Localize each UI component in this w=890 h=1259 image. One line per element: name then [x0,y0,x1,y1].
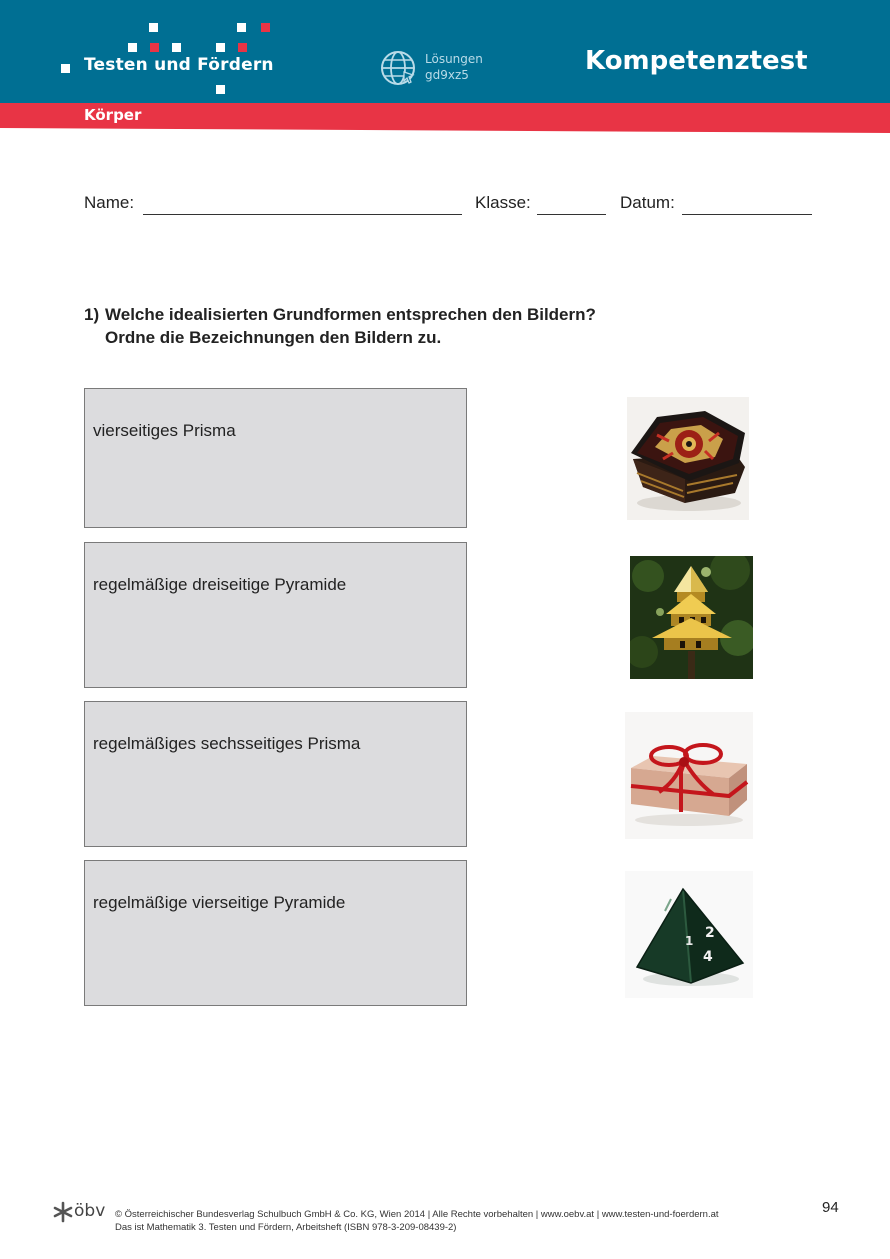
footer-copyright [115,1208,719,1234]
date-field[interactable] [682,214,812,215]
task-prompt [84,303,596,349]
solutions-link[interactable] [425,51,483,83]
solutions-label: Lösungen [425,52,483,66]
class-label: Klasse: [475,193,531,212]
hexagonal-box-image [627,397,749,520]
svg-text:1: 1 [685,934,694,948]
name-label: Name: [84,193,135,212]
section-title: Körper [84,106,142,124]
page-number: 94 [822,1199,839,1216]
term-label: regelmäßige dreiseitige Pyramide [93,575,347,594]
term-box-3[interactable] [84,701,467,847]
brand-name: Testen und Fördern [84,55,274,75]
svg-text:2: 2 [705,925,715,941]
publisher-name: öbv [74,1201,106,1221]
term-box-2[interactable] [84,542,467,688]
task-number: 1) [84,305,100,324]
term-label: vierseitiges Prisma [93,421,236,440]
svg-text:4: 4 [703,949,713,965]
pagoda-birdhouse-image [630,556,753,679]
wrapped-gift-image [625,712,753,839]
term-label: regelmäßiges sechsseitiges Prisma [93,734,361,753]
task-line-1: Welche idealisierten Grundformen entsprechen den Bildern? [105,305,596,324]
globe-link-icon[interactable] [380,50,416,86]
date-label: Datum: [620,193,675,212]
header-bar [0,0,890,103]
term-label: regelmäßige vierseitige Pyramide [93,893,346,912]
term-box-4[interactable] [84,860,467,1006]
publisher-logo [52,1201,106,1223]
name-field[interactable] [143,214,462,215]
footer-line-2: Das ist Mathematik 3. Testen und Fördern, Arbeitsheft (ISBN 978-3-209-08439-2) [115,1222,457,1233]
solutions-code: gd9xz5 [425,68,469,82]
publisher-mark-icon [52,1201,74,1223]
page-title: Kompetenztest [585,46,808,76]
task-line-2: Ordne die Bezeichnungen den Bildern zu. [105,328,442,347]
term-box-1[interactable] [84,388,467,528]
class-field[interactable] [537,214,606,215]
footer-line-1: © Österreichischer Bundesverlag Schulbuch GmbH & Co. KG, Wien 2014 | Alle Rechte vorbehalten | www.oebv.at | www.testen-und-foerdern.at [115,1209,719,1220]
four-sided-die-image [625,871,753,998]
